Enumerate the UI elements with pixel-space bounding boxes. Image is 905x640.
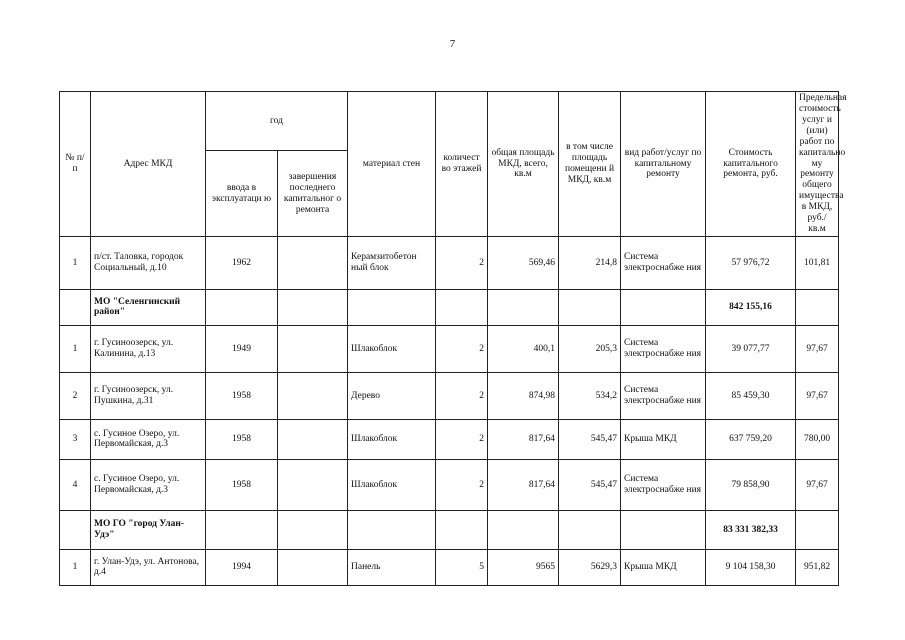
row-total-area: 817,64: [488, 419, 559, 459]
row-address: п/ст. Таловка, городок Социальный, д.10: [91, 236, 206, 289]
row-area: 534,2: [559, 372, 621, 419]
row-area: 214,8: [559, 236, 621, 289]
group-cost: 83 331 382,33: [706, 510, 796, 549]
group-row: [60, 510, 839, 549]
row-year-in: 1962: [206, 236, 278, 289]
row-max-cost: 97,67: [796, 325, 839, 372]
row-address: с. Гусиное Озеро, ул. Первомайская, д.3: [91, 459, 206, 510]
row-year-in: 1994: [206, 549, 278, 585]
row-max-cost: 101,81: [796, 236, 839, 289]
row-work: Система электроснабже ния: [621, 325, 706, 372]
row-floors: 2: [436, 372, 488, 419]
group-cost: 842 155,16: [706, 289, 796, 325]
header-wall-material: материал стен: [348, 92, 436, 237]
header-num: № п/п: [60, 92, 91, 237]
row-year-repair: [278, 459, 348, 510]
row-year-repair: [278, 419, 348, 459]
row-work: Крыша МКД: [621, 419, 706, 459]
table-row: [60, 236, 839, 289]
row-cost: 637 759,20: [706, 419, 796, 459]
row-year-in: 1958: [206, 459, 278, 510]
row-cost: 79 858,90: [706, 459, 796, 510]
row-cost: 39 077,77: [706, 325, 796, 372]
row-year-repair: [278, 236, 348, 289]
row-work: Система электроснабже ния: [621, 459, 706, 510]
row-material: Шлакоблок: [348, 459, 436, 510]
row-area: 545,47: [559, 419, 621, 459]
row-max-cost: 97,67: [796, 459, 839, 510]
row-work: Система электроснабже ния: [621, 372, 706, 419]
row-cost: 57 976,72: [706, 236, 796, 289]
capital-repair-table: [59, 91, 847, 586]
row-floors: 2: [436, 419, 488, 459]
header-floors: количест во этажей: [436, 92, 488, 237]
row-num: 4: [60, 459, 91, 510]
table-row: [60, 549, 839, 585]
row-area: 545,47: [559, 459, 621, 510]
row-material: Шлакоблок: [348, 325, 436, 372]
row-num: 1: [60, 325, 91, 372]
group-row: [60, 289, 839, 325]
row-material: Шлакоблок: [348, 419, 436, 459]
header-year-group: год: [206, 92, 348, 151]
row-address: с. Гусиное Озеро, ул. Первомайская, д.3: [91, 419, 206, 459]
header-address: Адрес МКД: [91, 92, 206, 237]
row-max-cost: 97,67: [796, 372, 839, 419]
row-num: 1: [60, 549, 91, 585]
row-area: 5629,3: [559, 549, 621, 585]
row-material: Керамзитобетон ный блок: [348, 236, 436, 289]
header-max-cost: Предельная стоимость услуг и (или) работ по капитально му ремонту общего имущества в МКД, руб./кв.м: [796, 92, 839, 237]
row-floors: 5: [436, 549, 488, 585]
page-number: 7: [449, 38, 456, 50]
row-total-area: 9565: [488, 549, 559, 585]
row-total-area: 400,1: [488, 325, 559, 372]
row-num: 3: [60, 419, 91, 459]
row-total-area: 817,64: [488, 459, 559, 510]
row-total-area: 569,46: [488, 236, 559, 289]
header-year-last-repair: завершения последнего капитальног о ремонта: [278, 151, 348, 237]
row-floors: 2: [436, 325, 488, 372]
header-area-premises: в том числе площадь помещени й МКД, кв.м: [559, 92, 621, 237]
table-row: [60, 419, 839, 459]
row-area: 205,3: [559, 325, 621, 372]
row-year-in: 1958: [206, 419, 278, 459]
row-max-cost: 780,00: [796, 419, 839, 459]
group-title: МО ГО "город Улан-Удэ": [91, 510, 206, 549]
row-work: Система электроснабже ния: [621, 236, 706, 289]
row-floors: 2: [436, 236, 488, 289]
table-row: [60, 372, 839, 419]
header-work-type: вид работ/услуг по капитальному ремонту: [621, 92, 706, 237]
row-max-cost: 951,82: [796, 549, 839, 585]
row-year-repair: [278, 549, 348, 585]
table-row: [60, 459, 839, 510]
row-num: 1: [60, 236, 91, 289]
row-num: 2: [60, 372, 91, 419]
row-address: г. Гусиноозерск, ул. Калинина, д.13: [91, 325, 206, 372]
row-material: Дерево: [348, 372, 436, 419]
row-address: г. Гусиноозерск, ул. Пушкина, д.31: [91, 372, 206, 419]
row-year-repair: [278, 372, 348, 419]
header-year-commission: ввода в эксплуатаци ю: [206, 151, 278, 237]
row-material: Панель: [348, 549, 436, 585]
row-work: Крыша МКД: [621, 549, 706, 585]
row-year-in: 1949: [206, 325, 278, 372]
row-year-in: 1958: [206, 372, 278, 419]
row-address: г. Улан-Удэ, ул. Антонова, д.4: [91, 549, 206, 585]
header-cost: Стоимость капитального ремонта, руб.: [706, 92, 796, 237]
group-title: МО "Селенгинский район": [91, 289, 206, 325]
row-year-repair: [278, 325, 348, 372]
row-floors: 2: [436, 459, 488, 510]
row-cost: 85 459,30: [706, 372, 796, 419]
table-row: [60, 325, 839, 372]
row-cost: 9 104 158,30: [706, 549, 796, 585]
header-total-area: общая площадь МКД, всего, кв.м: [488, 92, 559, 237]
row-total-area: 874,98: [488, 372, 559, 419]
